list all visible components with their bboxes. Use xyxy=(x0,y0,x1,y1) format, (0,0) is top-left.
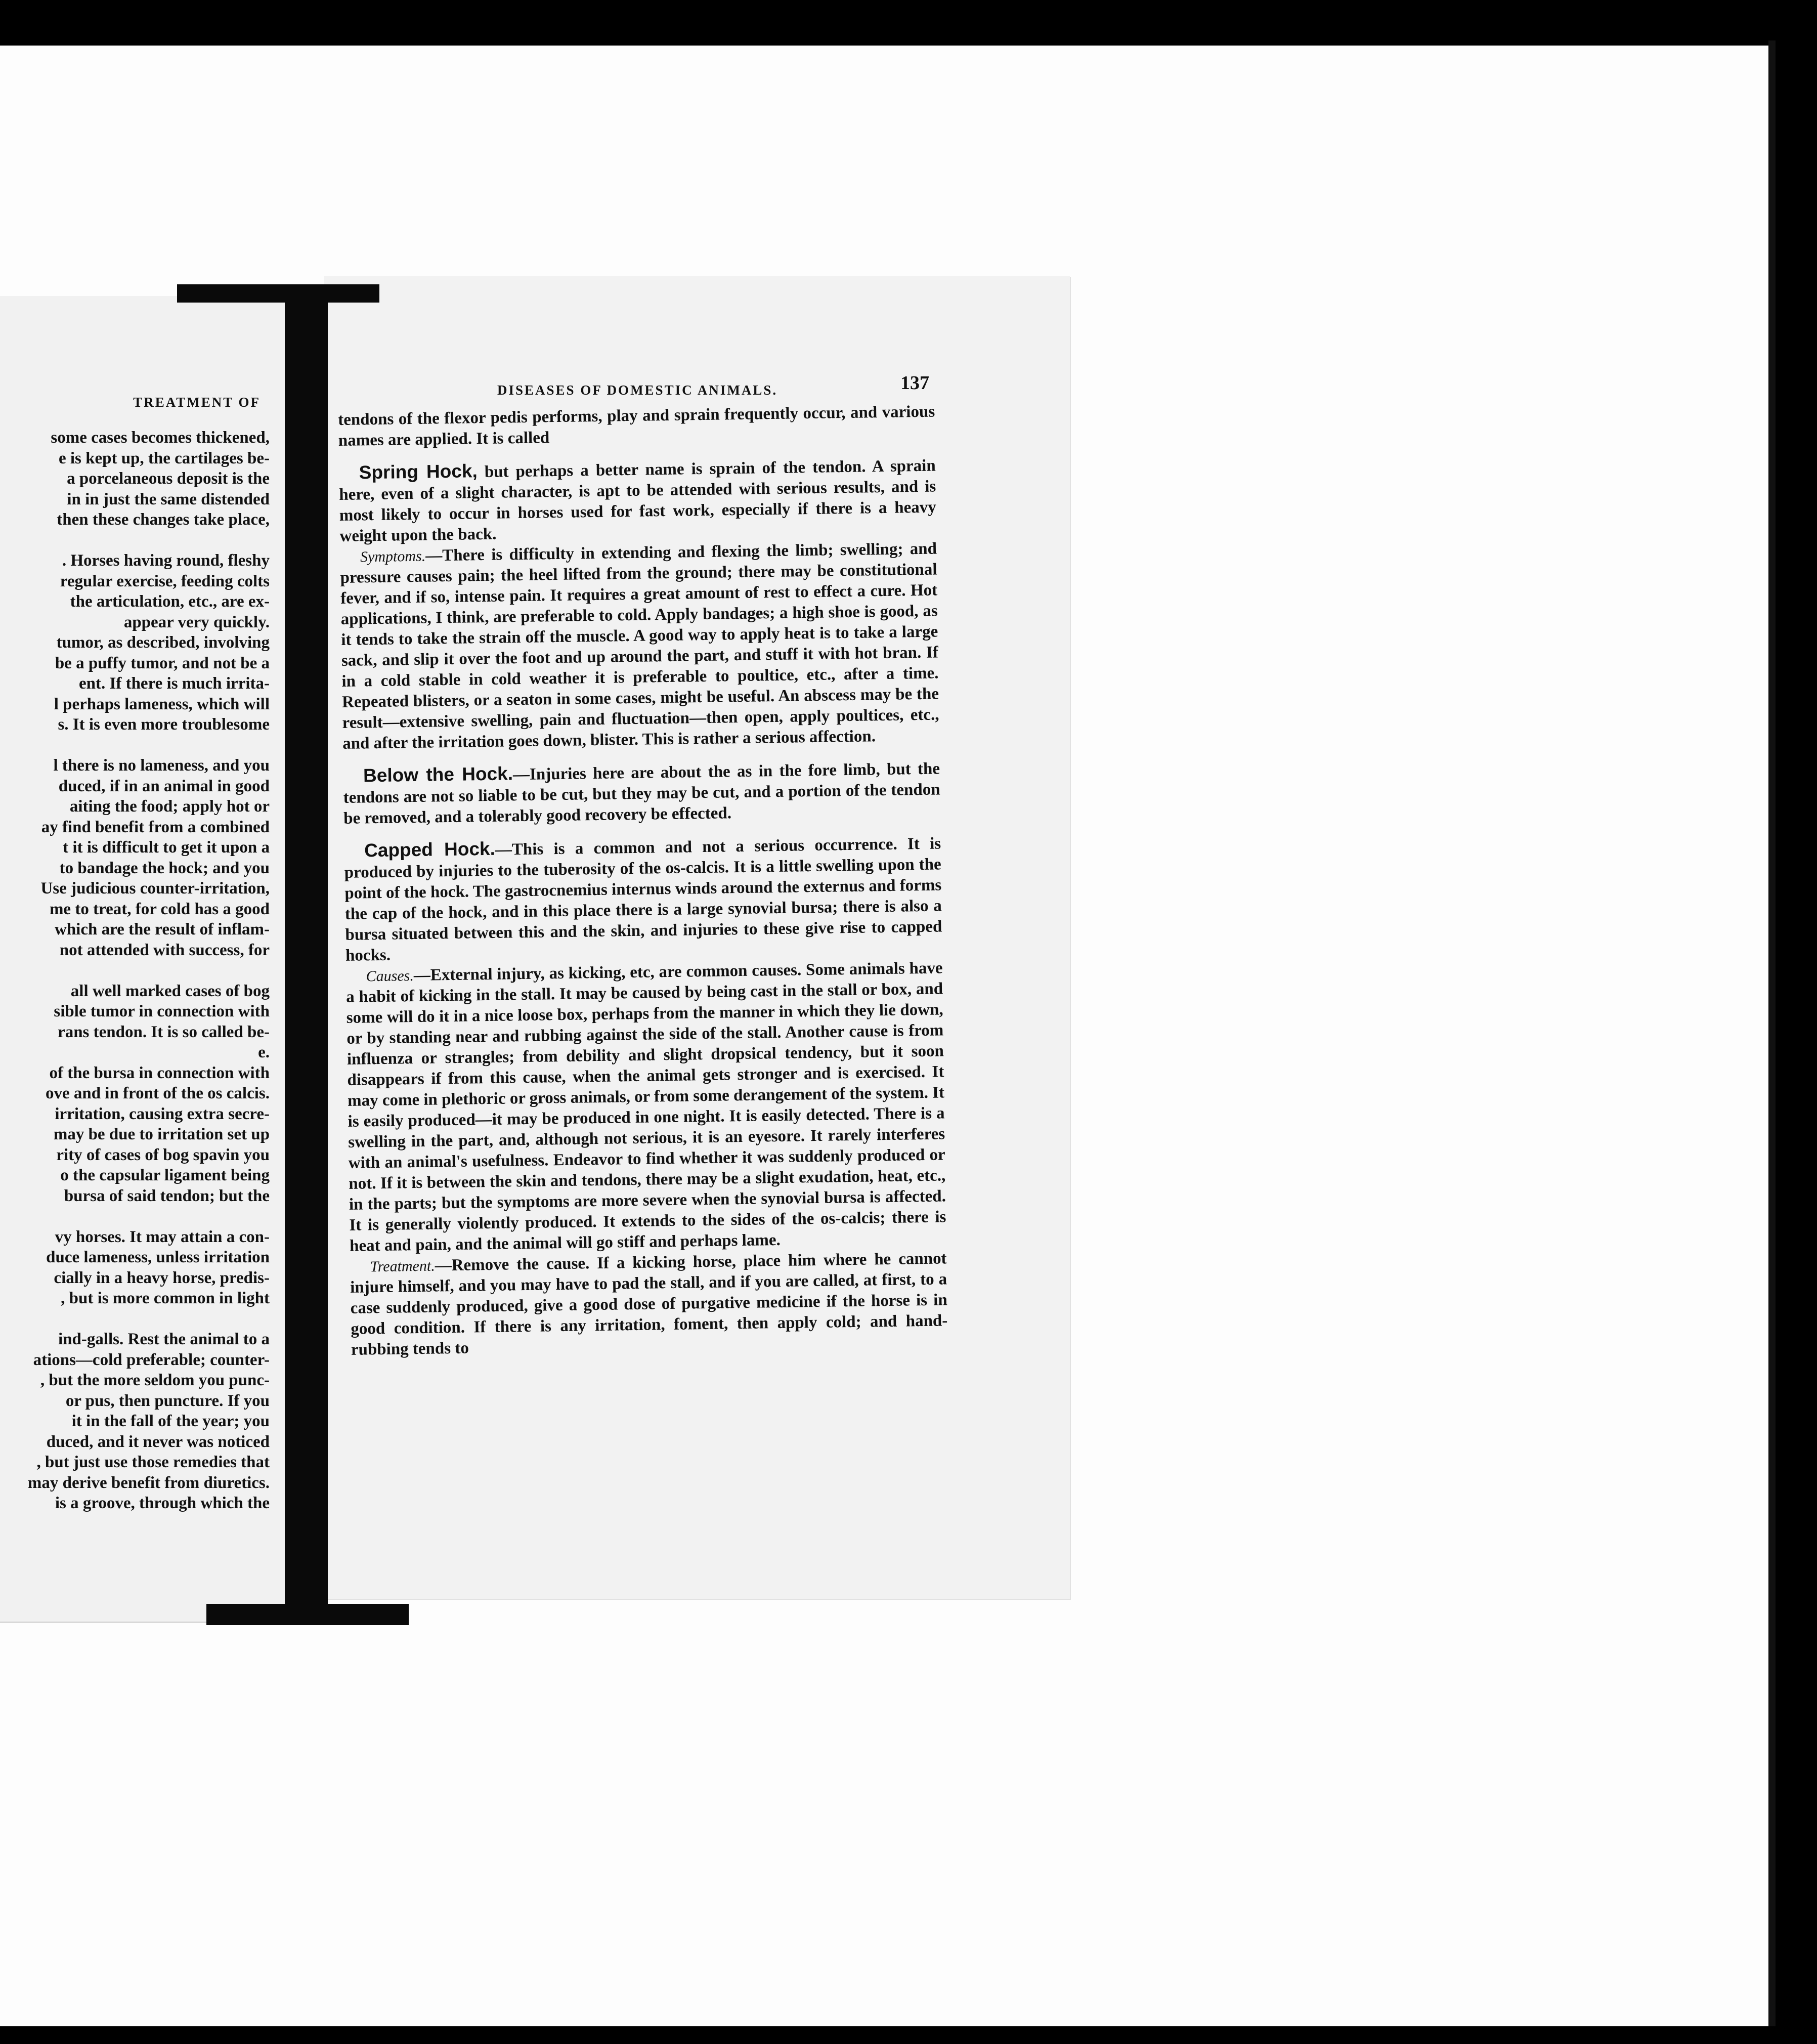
left-page-line: duced, and it never was noticed xyxy=(46,1432,270,1451)
left-page-line: aiting the food; apply hot or xyxy=(69,797,270,816)
left-page-line: or pus, then puncture. If you xyxy=(65,1391,270,1410)
left-page-line xyxy=(0,735,270,756)
left-page-line: l perhaps lameness, which will xyxy=(54,695,270,713)
left-page-line: sible tumor in connection with xyxy=(54,1002,270,1020)
left-page-line: rity of cases of bog spavin you xyxy=(56,1145,270,1164)
scan-bottom-edge xyxy=(0,2026,1817,2044)
treatment-paragraph xyxy=(350,1248,948,1360)
left-page-line: t it is difficult to get it upon a xyxy=(63,838,270,857)
left-page-line: some cases becomes thickened, xyxy=(51,429,270,447)
causes-paragraph xyxy=(345,958,946,1256)
symptoms-label: Symptoms. xyxy=(360,547,426,566)
page-number: 137 xyxy=(900,372,929,394)
binding-clip-stem xyxy=(285,286,328,1624)
left-page xyxy=(0,296,316,1623)
left-page-line: to bandage the hock; and you xyxy=(59,859,270,877)
left-page-line: duced, if in an animal in good xyxy=(58,777,270,795)
left-page-line: ent. If there is much irrita- xyxy=(79,674,270,693)
section-heading-below-hock: Below the Hock. xyxy=(363,763,513,786)
left-page-line: ind-galls. Rest the animal to a xyxy=(58,1330,270,1348)
left-page-line: rans tendon. It is so called be- xyxy=(58,1023,270,1041)
running-head: DISEASES OF DOMESTIC ANIMALS. xyxy=(497,382,778,398)
symptoms-text: —There is difficulty in extending and flexing the limb; swelling; and pressure causes pain; the heel lifted from the ground; there may be constitutional fever, and if so, intense pain. It requires a great amount of rest to effect a cure. Hot applications, I think, are preferable to cold. Apply bandages; a high shoe is good, as it tends to take the strain off the muscle. A good way to apply heat is to take a large sack, and slip it over the foot and up around the part, and stuff it with hot bran. If in a cold stable in cold weather it is preferable to poultice, etc., after a time. Repeated blisters, or a seaton in some cases, might be useful. An abscess may be the result—extensive swelling, pain and fluctuation—then open, apply poultices, etc., and after the irritation goes down, blister. This is rather a serious affection. xyxy=(340,539,939,753)
left-page-line: of the bursa in connection with xyxy=(49,1063,270,1082)
section-heading-capped-hock: Capped Hock. xyxy=(364,838,496,861)
body-text xyxy=(338,402,948,1360)
left-page-line: ations—cold preferable; counter- xyxy=(33,1350,270,1369)
left-page-line: not attended with success, for xyxy=(59,941,270,959)
left-page-line: e is kept up, the cartilages be- xyxy=(58,449,270,467)
left-page-line: may be due to irritation set up xyxy=(53,1125,270,1143)
binding-clip-top xyxy=(177,284,379,303)
intro-paragraph: tendons of the flexor pedis performs, play and sprain frequently occur, and various names are applied. It is called xyxy=(338,402,935,450)
section-heading-spring-hock: Spring Hock, xyxy=(359,460,478,483)
left-page-line: bursa of said tendon; but the xyxy=(64,1186,270,1205)
left-page-line: ay find benefit from a combined xyxy=(41,818,270,836)
spring-hock-text: but perhaps a better name is sprain of the tendon. A sprain here, even of a slight character, is apt to be attended with serious results, and is most likely to occur in horses used for fast work, especially if there is a heavy weight upon the back. xyxy=(339,456,937,545)
left-page-line: e. xyxy=(258,1043,270,1061)
treatment-text: —Remove the cause. If a kicking horse, place him where he cannot injure himself, and you may have to pad the stall, and if you are called, at first, to a case suddenly produced, give a good dose of purgative medicine if the horse is in good condition. If there is any irritation, foment, then apply cold; and hand-rubbing tends to xyxy=(350,1249,948,1359)
left-running-head: TREATMENT OF xyxy=(133,395,261,410)
spring-hock-paragraph xyxy=(338,454,936,547)
causes-label: Causes. xyxy=(366,967,414,985)
left-page-line: regular exercise, feeding colts xyxy=(60,572,270,590)
treatment-label: Treatment. xyxy=(370,1257,435,1275)
below-hock-paragraph xyxy=(343,757,941,829)
left-page-line: all well marked cases of bog xyxy=(70,982,270,1000)
left-page-line: ove and in front of the os calcis. xyxy=(45,1084,270,1102)
left-page-line: l there is no lameness, and you xyxy=(53,756,270,775)
left-page-line: in in just the same distended xyxy=(67,490,270,508)
left-page-line: be a puffy tumor, and not be a xyxy=(55,654,270,672)
left-page-line xyxy=(0,530,270,551)
left-page-line: is a groove, through which the xyxy=(55,1494,270,1512)
symptoms-paragraph xyxy=(340,538,940,754)
left-page-line: , but the more seldom you punc- xyxy=(40,1371,270,1389)
causes-text: —External injury, as kicking, etc, are common causes. Some animals have a habit of kicking in the stall. It may be caused by being cast in the stall or box, and some will do it in a nice loose box, perhaps from the manner in which they lie down, or by standing near and rubbing against the side of the stall. Another cause is from influenza or strangles; from debility and slight dropsical tendency, but it soon disappears if from this cause, when the animal gets stronger and is exercised. It may come in plethoric or gross animals, or from some derangement of the system. It is easily produced—it may be produced in one night. It is easily detected. There is a swelling in the part, and, although not serious, it is an eyesore. It rarely interferes with an animal's usefulness. Endeavor to find whether it was suddenly produced or not. If it is between the skin and tendons, there may be a slight exudation, heat, etc., in the parts; but the symptoms are more severe when the synovial bursa is affected. It is generally violently produced. It extends to the sides of the os-calcis; there is heat and pain, and the animal will go stiff and perhaps lame. xyxy=(345,959,946,1255)
left-page-line: the articulation, etc., are ex- xyxy=(70,592,270,611)
left-page-line: appear very quickly. xyxy=(123,613,270,631)
left-page-line: , but is more common in light xyxy=(61,1289,270,1307)
scan-frame-edge xyxy=(1768,40,1776,2029)
left-page-line: . Horses having round, fleshy xyxy=(62,551,270,570)
capped-hock-text: —This is a common and not a serious occurrence. It is produced by injuries to the tuberosity of the os-calcis. It is a little swelling upon the point of the hock. The gastrocnemius internus winds around the externus and forms the cap of the hock, and in this place there is a large synovial bursa; there is also a bursa situated between this and the skin, and injuries to these give rise to capped hocks. xyxy=(344,834,942,965)
left-page-line: duce lameness, unless irritation xyxy=(46,1248,270,1266)
binding-clip-bottom xyxy=(206,1604,409,1625)
left-page-text xyxy=(0,428,270,1514)
left-page-line: then these changes take place, xyxy=(57,510,270,529)
right-page xyxy=(324,276,1070,1599)
left-page-line xyxy=(0,960,270,981)
left-page-line: Use judicious counter-irritation, xyxy=(40,879,270,898)
left-page-line: may derive benefit from diuretics. xyxy=(27,1473,270,1492)
capped-hock-paragraph xyxy=(344,832,942,966)
left-page-line: tumor, as described, involving xyxy=(56,633,270,652)
left-page-line: o the capsular ligament being xyxy=(60,1166,270,1184)
left-page-line xyxy=(0,1206,270,1227)
below-hock-text: —Injuries here are about the as in the fore limb, but the tendons are not so liable to be cut, but they may be cut, and a portion of the tendon be removed, and a tolerably good recovery be effected. xyxy=(343,759,940,828)
left-page-line: , but just use those remedies that xyxy=(36,1453,270,1471)
left-page-line: s. It is even more troublesome xyxy=(58,715,270,734)
left-page-line: which are the result of inflam- xyxy=(55,920,270,939)
left-page-line: irritation, causing extra secre- xyxy=(55,1104,270,1123)
left-page-line: me to treat, for cold has a good xyxy=(49,900,270,918)
left-page-line: a porcelaneous deposit is the xyxy=(67,470,270,488)
left-page-line: cially in a heavy horse, predis- xyxy=(54,1268,270,1287)
left-page-line xyxy=(0,1309,270,1330)
left-page-line: vy horses. It may attain a con- xyxy=(55,1227,270,1246)
left-page-line: it in the fall of the year; you xyxy=(71,1412,270,1430)
